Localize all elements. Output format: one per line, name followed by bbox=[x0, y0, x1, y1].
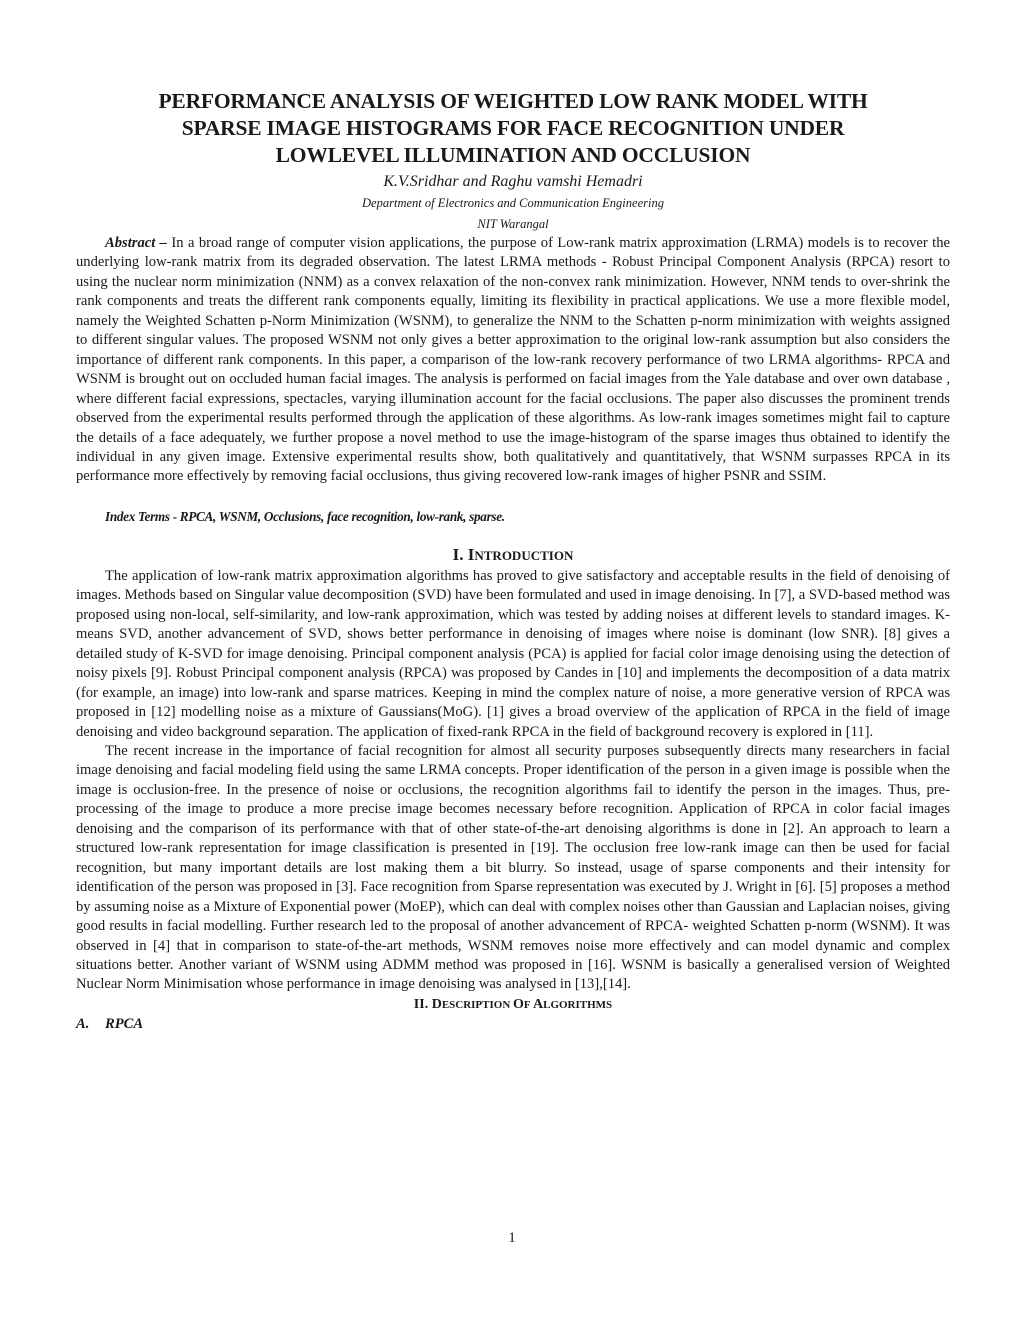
section-2-word-2: F bbox=[523, 998, 533, 1011]
authors: K.V.Sridhar and Raghu vamshi Hemadri bbox=[383, 173, 643, 190]
intro-paragraph-2: The recent increase in the importance of facial recognition for almost all security purposes subsequently directs many researchers in facial image denoising and facial modeling field using the same LRMA concepts. Proper identification of the person in a given image is possible when the image is occlusion-free. In the presence of noise or occlusions, the recognition algorithms fail to identify the person in the images. Thus, pre-processing of the image to produce a more precise image becomes necessary before recognition. Application of RPCA in color facial images denoising and the comparison of its performance with that of other state-of-the-art denoising algorithms is done in [2]. An approach to learn a structured low-rank representation for image classification is presented in [19]. The occlusion free low-rank image can then be used for facial recognition, but many important details are lost making them a bit blurry. So instead, usage of sparse components and their intensity for identification of the person was proposed in [3]. Face recognition from Sparse representation was executed by J. Wright in [6]. [5] proposes a method by assuming noise as a Mixture of Exponential power (MoEP), which can deal with complex noises other than Gaussian and Laplacian noises, giving good results in facial modelling. Further research led to the proposal of another advancement of RPCA- weighted Schatten p-norm (WSNM). It was observed in [4] that in comparison to state-of-the-art methods, WSNM removes noise more effectively and can model dynamic and complex situations better. Another variant of WSNM using ADMM method was proposed in [16]. WSNM is basically a generalised version of Weighted Nuclear Norm Minimisation whose performance in image denoising was analysed in [13],[14]. bbox=[76, 742, 950, 993]
section-1-title: NTRODUCTION bbox=[474, 547, 574, 563]
section-1-numeral: I. I bbox=[452, 544, 475, 564]
abstract-text: In a broad range of computer vision applications, the purpose of Low-rank matrix approximation (LRMA) models is to recover the underlying low-rank matrix from its degraded observation. The latest LRMA methods - Robust Principal Component Analysis (RPCA) resort to using the nuclear norm minimization (NNM) as a convex relaxation of the non-convex rank minimization. However, NNM tends to over-shrink the rank components and treats the different rank components equally, limiting its flexibility in practical applications. We use a more flexible model, namely the Weighted Schatten p-Norm Minimization (WSNM), to generalize the NNM to the Schatten p-norm minimization with weights assigned to different singular values. The proposed WSNM not only gives a better approximation to the original low-rank assumption but also considers the importance of different rank components. In this paper, a comparison of the low-rank recovery performance of two LRMA algorithms- RPCA and WSNM is brought out on occluded human facial images. The analysis is performed on facial images from the Yale database and over own database , where different facial expressions, spectacles, varying illumination account for the facial occlusions. The paper also discusses the prominent trends observed from the experimental results performed through the application of these algorithms. As low-rank images sometimes might fail to capture the details of a face adequately, we further propose a novel method to use the image-histogram of the sparse images thus obtained to identify the individual in any given image. Extensive experimental results show, both qualitatively and quantitatively, that WSNM surpasses RPCA in its performance more effectively by removing facial occlusions, thus giving recovered low-rank images of higher PSNR and SSIM. bbox=[76, 235, 951, 485]
abstract bbox=[76, 234, 950, 487]
section-heading-algorithms bbox=[76, 995, 950, 1015]
affiliation-institute: NIT Warangal bbox=[477, 217, 549, 231]
section-2-word-1: ESCRIPTION bbox=[441, 998, 514, 1011]
paper-page bbox=[76, 88, 950, 1034]
title-line-3: LOWLEVEL ILLUMINATION AND OCCLUSION bbox=[275, 143, 751, 167]
section-2-cap-2: O bbox=[513, 996, 524, 1012]
section-heading-introduction bbox=[76, 544, 950, 567]
index-terms: Index Terms - RPCA, WSNM, Occlusions, face recognition, low-rank, sparse. bbox=[105, 508, 505, 524]
section-2-word-3: LGORITHMS bbox=[543, 998, 613, 1011]
subsection-number: A. bbox=[76, 1015, 90, 1032]
page-number: 1 bbox=[508, 1230, 516, 1246]
intro-paragraph-1: The application of low-rank matrix approximation algorithms has proved to give satisfactory and acceptable results in the field of denoising of images. Methods based on Singular value decomposition (SVD) have been formulated and used in image denoising. In [7], a SVD-based method was proposed using non-local, self-similarity, and low-rank approximation, which was tested by adding noises at different levels to standard images. K-means SVD, another advancement of SVD, shows better performance in denoising of images where noise is dominant (low SNR). [8] gives a detailed study of K-SVD for image denoising. Principal component analysis (PCA) is applied for facial color image denoising using the detection of noisy pixels [9]. Robust Principal component analysis (RPCA) was proposed by Candes in [10] and implements the decomposition of a data matrix (for example, an image) into low-rank and sparse matrices. Keeping in mind the complex nature of noise, a more generative version of RPCA was proposed in [12] modelling noise as a mixture of Gaussians(MoG). [1] gives a broad overview of the application of RPCA in the field of image denoising and video background separation. The application of fixed-rank RPCA in the field of background recovery is explored in [11]. bbox=[76, 567, 950, 740]
section-2-numeral: II. D bbox=[413, 996, 442, 1012]
title-line-1: PERFORMANCE ANALYSIS OF WEIGHTED LOW RANK MODEL WITH bbox=[158, 89, 868, 113]
paper-title bbox=[76, 88, 950, 169]
affiliation-department: Department of Electronics and Communication Engineering bbox=[362, 196, 664, 210]
subsection-title: RPCA bbox=[105, 1015, 144, 1032]
title-line-2: SPARSE IMAGE HISTOGRAMS FOR FACE RECOGNITION UNDER bbox=[181, 116, 845, 140]
abstract-label: Abstract – bbox=[105, 235, 167, 251]
subsection-heading-rpca bbox=[76, 1015, 950, 1034]
section-2-cap-3: A bbox=[532, 996, 544, 1012]
